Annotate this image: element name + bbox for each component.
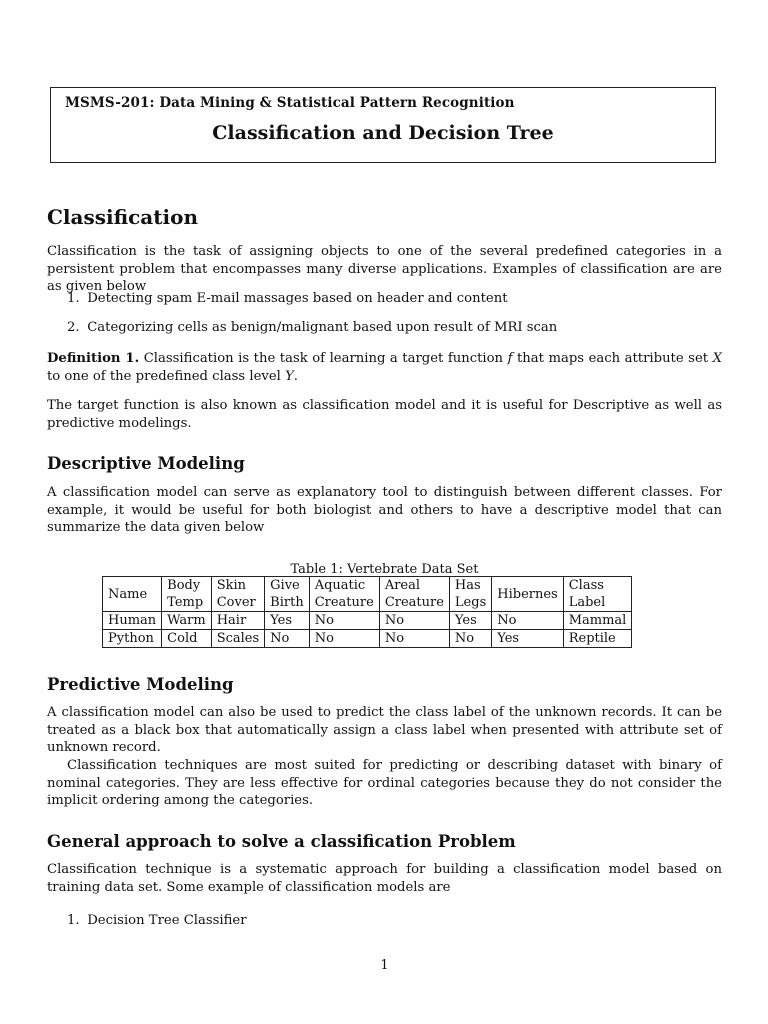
list-text: Detecting spam E-mail massages based on header and content xyxy=(87,291,508,306)
table-cell: Yes xyxy=(265,612,310,630)
table-cell: Human xyxy=(103,612,162,630)
definition-text: to one of the predefined class level xyxy=(47,368,281,384)
list-text: Categorizing cells as benign/malignant based upon result of MRI scan xyxy=(87,320,558,335)
header-cell: Body Temp xyxy=(162,577,212,612)
table-cell: Hair xyxy=(211,612,264,630)
header-cell: Name xyxy=(103,577,162,612)
header-cell: Skin Cover xyxy=(211,577,264,612)
document-title: Classification and Decision Tree xyxy=(212,122,554,144)
header-cell: Aquatic Creature xyxy=(309,577,379,612)
table-cell: No xyxy=(379,630,449,648)
header-cell: Give Birth xyxy=(265,577,310,612)
section-heading-descriptive: Descriptive Modeling xyxy=(47,454,245,473)
math-f: f xyxy=(507,351,513,366)
table-cell: Warm xyxy=(162,612,212,630)
table-cell: No xyxy=(309,612,379,630)
classification-intro: Classification is the task of assigning objects to one of the several predefined categories in a persistent problem that encompasses many diverse applications. Examples of classification are are as given below xyxy=(47,244,722,295)
page-number: 1 xyxy=(380,958,389,973)
page xyxy=(47,0,722,1024)
list-text: Decision Tree Classifier xyxy=(87,913,247,928)
table-cell: Python xyxy=(103,630,162,648)
definition-text: Classification is the task of learning a target function xyxy=(143,351,504,366)
table-cell: No xyxy=(492,612,563,630)
table-cell: Reptile xyxy=(563,630,632,648)
list-number: 1. xyxy=(67,913,80,928)
table-row xyxy=(103,612,632,630)
table-cell: No xyxy=(309,630,379,648)
table-cell: No xyxy=(379,612,449,630)
table-caption: Table 1: Vertebrate Data Set xyxy=(290,562,479,577)
table-header-row xyxy=(103,577,632,612)
predictive-paragraph-2: Classification techniques are most suited for predicting or describing dataset with binary of nominal categories. They are less effective for ordinal categories because they do not consider the implicit ordering among the categories. xyxy=(47,758,722,809)
vertebrate-table xyxy=(102,576,632,648)
table-cell: Cold xyxy=(162,630,212,648)
definition-text: . xyxy=(293,368,298,384)
title-box xyxy=(50,87,716,163)
table-cell: Yes xyxy=(492,630,563,648)
header-cell: Class Label xyxy=(563,577,632,612)
header-cell: Areal Creature xyxy=(379,577,449,612)
section-heading-predictive: Predictive Modeling xyxy=(47,675,234,694)
math-y: Y xyxy=(285,368,294,384)
table-cell: No xyxy=(449,630,491,648)
header-cell: Has Legs xyxy=(449,577,491,612)
descriptive-paragraph: A classification model can serve as explanatory tool to distinguish between different classes. For example, it would be useful for both biologist and others to have a descriptive model that can summarize the data given below xyxy=(47,485,722,536)
table-cell: Scales xyxy=(211,630,264,648)
target-function-paragraph: The target function is also known as classification model and it is useful for Descriptive as well as predictive modelings. xyxy=(47,398,722,431)
course-title: MSMS-201: Data Mining & Statistical Pattern Recognition xyxy=(65,95,515,111)
table-row xyxy=(103,630,632,648)
general-paragraph: Classification technique is a systematic approach for building a classification model based on training data set. Some example of classification models are xyxy=(47,862,722,895)
table-cell: No xyxy=(265,630,310,648)
math-x: X xyxy=(712,351,722,366)
list-item xyxy=(67,912,247,930)
definition-1 xyxy=(47,350,722,385)
table-cell: Mammal xyxy=(563,612,632,630)
list-number: 2. xyxy=(67,320,80,335)
section-heading-general: General approach to solve a classification Problem xyxy=(47,832,516,851)
section-heading-classification: Classification xyxy=(47,205,198,229)
definition-text: that maps each attribute set xyxy=(517,351,709,366)
definition-label: Definition 1. xyxy=(47,351,140,366)
header-cell: Hibernes xyxy=(492,577,563,612)
list-number: 1. xyxy=(67,291,80,306)
list-item xyxy=(67,319,557,337)
list-item xyxy=(67,290,508,308)
table-cell: Yes xyxy=(449,612,491,630)
predictive-paragraph-1: A classification model can also be used to predict the class label of the unknown records. It can be treated as a black box that automatically assign a class label when presented with attribute set of unknown record. xyxy=(47,705,722,756)
